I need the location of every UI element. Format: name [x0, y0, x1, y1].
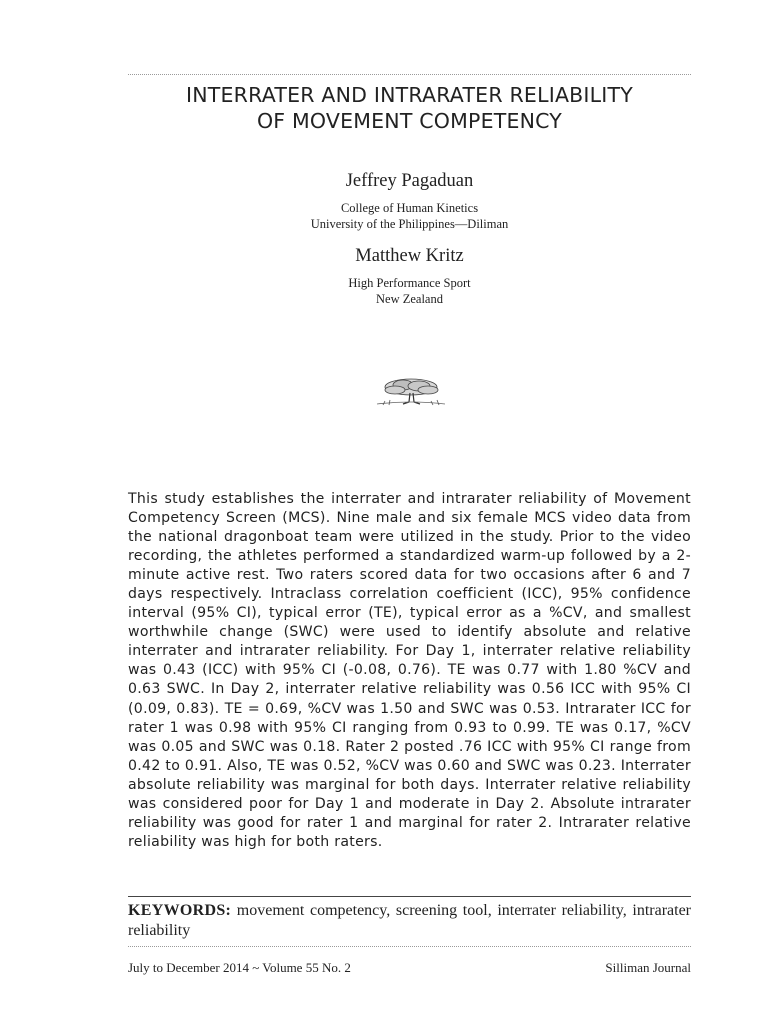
footer-dotted-rule: [128, 946, 691, 947]
title-line-2: OF MOVEMENT COMPETENCY: [256, 109, 563, 133]
affiliation-line: High Performance Sport: [348, 276, 471, 290]
title-line-1: INTERRATER AND INTRARATER RELIABILITY: [186, 83, 633, 107]
author-1-affiliation: [128, 200, 691, 232]
footer-issue: July to December 2014 ~ Volume 55 No. 2: [128, 960, 351, 975]
top-dotted-rule: [128, 74, 691, 75]
affiliation-line: New Zealand: [376, 292, 443, 306]
affiliation-line: College of Human Kinetics: [340, 201, 479, 215]
footer-journal: Silliman Journal: [605, 960, 691, 975]
tree-ornament-icon: [373, 375, 449, 407]
author-name-1: Jeffrey Pagaduan: [345, 171, 474, 191]
author-name-2: Matthew Kritz: [355, 246, 464, 266]
affiliation-line: University of the Philippines—Diliman: [310, 217, 509, 231]
keywords-section: [128, 901, 691, 941]
keywords-top-rule: [128, 896, 691, 897]
keywords-text: movement competency, screening tool, interrater reliability, intrarater reliability: [128, 902, 692, 939]
keywords-label: KEYWORDS:: [128, 902, 232, 919]
author-2-affiliation: [128, 275, 691, 307]
abstract-text: This study establishes the interrater and intrarater reliability of Movement Competency Screen (MCS). Nine male and six female MCS video data from the national dragonboat team were utilized in the study. Prior to the video recording, the athletes performed a standardized warm-up followed by a 2-minute active rest. Two raters scored data for two occasions after 6 and 7 days respectively. Intraclass correlation coefficient (ICC), 95% confidence interval (95% CI), typical error (TE), typical error as a %CV, and smallest worthwhile change (SWC) were used to identify absolute and relative interrater and intrarater reliability. For Day 1, interrater relative reliability was 0.43 (ICC) with 95% CI (-0.08, 0.76). TE was 0.77 with 1.80 %CV and 0.63 SWC. In Day 2, interrater relative reliability was 0.56 ICC with 95% CI (0.09, 0.83). TE = 0.69, %CV was 1.50 and SWC was 0.53. Intrarater ICC for rater 1 was 0.98 with 95% CI ranging from 0.93 to 0.99. TE was 0.17, %CV was 0.05 and SWC was 0.18. Rater 2 posted .76 ICC with 95% CI range from 0.42 to 0.91. Also, TE was 0.52, %CV was 0.60 and SWC was 0.23. Interrater absolute reliability was marginal for both days. Interrater relative reliability was considered poor for Day 1 and moderate in Day 2. Absolute intrarater reliability was good for rater 1 and marginal for rater 2. Intrarater relative reliability was high for both raters.: [128, 491, 691, 850]
paper-title: [128, 82, 691, 134]
